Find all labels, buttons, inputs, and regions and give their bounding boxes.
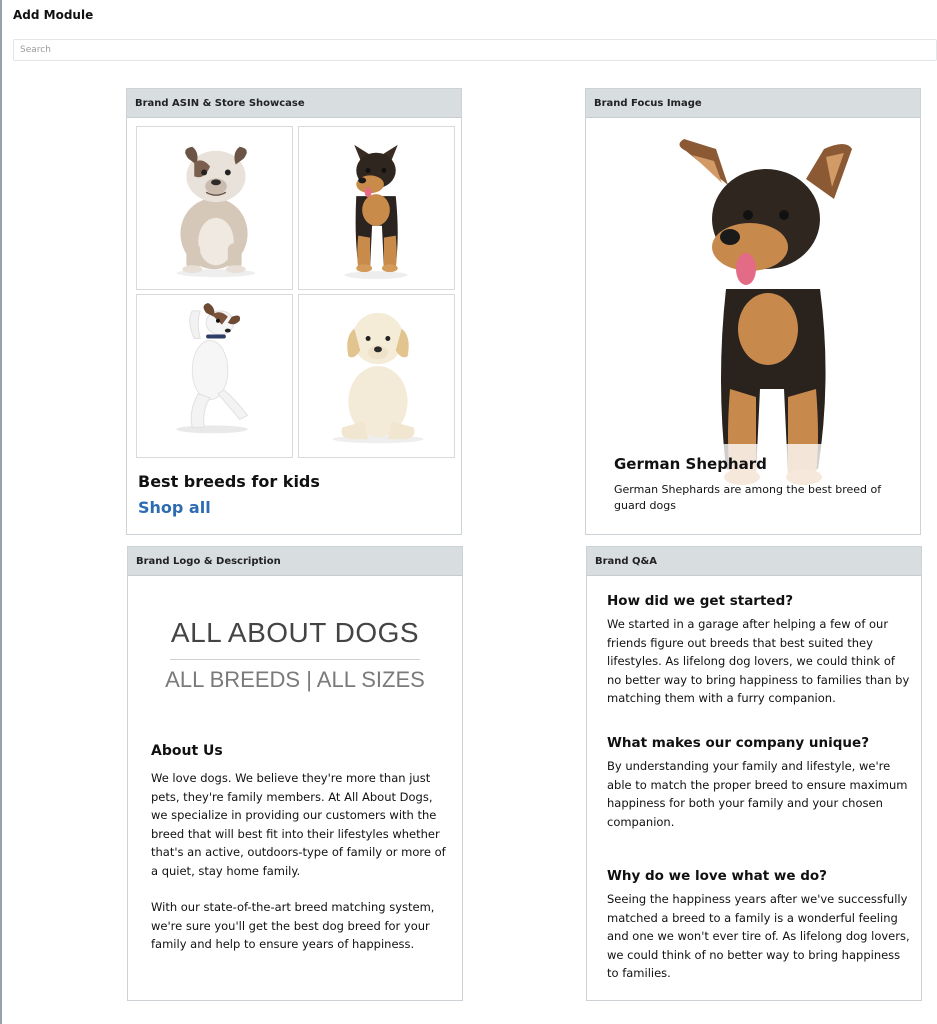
qa-question: How did we get started? [607,593,794,609]
bulldog-puppy-image [136,126,293,290]
module-title: Brand Focus Image [586,89,920,118]
about-text [151,769,447,972]
module-brand-asin-store-showcase[interactable] [126,88,462,535]
module-brand-logo-description[interactable] [127,546,463,1001]
module-brand-focus-image[interactable] [585,88,921,535]
about-paragraph: We love dogs. We believe they're more than just pets, they're family members. At All About Dogs, we specialize in providing our customers with the breed that will best fit into their lifestyles whether that's an active, outdoors-type of family or more of a quiet, stay home family. [151,771,446,878]
module-title: Brand ASIN & Store Showcase [127,89,461,118]
about-paragraph: With our state-of-the-art breed matching system, we're sure you'll get the best dog breed for your family and help to ensure years of happiness. [151,900,435,951]
focus-description: German Shephards are among the best breed of guard dogs [614,483,882,512]
module-title: Brand Q&A [587,547,921,576]
german-shepherd-puppy-image [298,126,455,290]
module-title: Brand Logo & Description [128,547,462,576]
shop-all-link[interactable]: Shop all [138,498,211,517]
page-title: Add Module [13,8,94,22]
logo-divider [170,659,420,660]
about-heading: About Us [151,743,223,759]
qa-question: Why do we love what we do? [607,868,827,884]
qa-answer: By understanding your family and lifestyle, we're able to match the proper breed to ensure maximum happiness for both your family and your chosen companion. [607,759,908,829]
brand-logo-title: ALL ABOUT DOGS [170,617,420,648]
jumping-terrier-image [136,294,293,458]
qa-item [607,735,912,831]
german-shepherd-puppy-image [656,139,876,489]
qa-item [607,868,912,983]
brand-logo-subtitle: ALL BREEDS | ALL SIZES [165,667,425,692]
qa-answer: We started in a garage after helping a few of our friends figure out breeds that best suited they lifestyles. As lifelong dog lovers, we could think of no better way to bring happiness to families than by matching them with a furry companion. [607,617,910,705]
focus-heading: German Shephard [614,455,767,473]
asin-headline: Best breeds for kids [138,472,320,491]
golden-retriever-puppy-image [298,294,455,458]
search-input[interactable] [13,39,937,61]
qa-answer: Seeing the happiness years after we've successfully matched a breed to a family is a wonderful feeling and one we won't ever tire of. As lifelong dog lovers, we could think of no better way to bring happiness to families. [607,892,910,980]
module-brand-qa[interactable] [586,546,922,1001]
qa-question: What makes our company unique? [607,735,870,751]
qa-item [607,593,912,708]
